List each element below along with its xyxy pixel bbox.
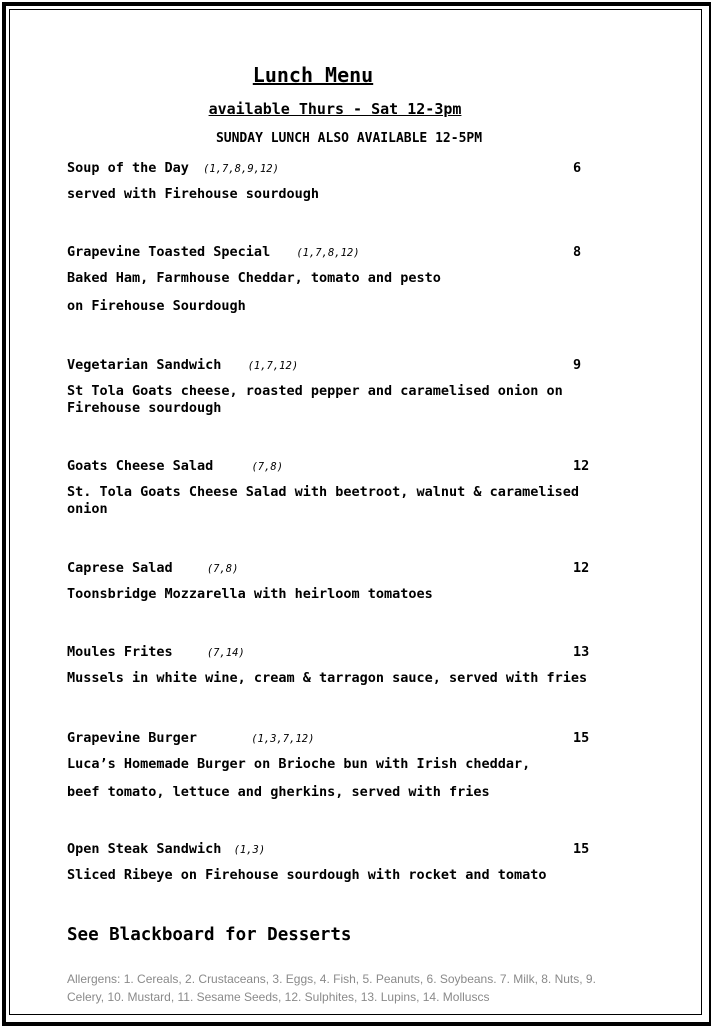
item-description: Luca’s Homemade Burger on Brioche bun with Irish cheddar,	[67, 756, 531, 772]
item-allergens: (1,7,12)	[247, 360, 299, 372]
item-description: St. Tola Goats Cheese Salad with beetroot, walnut & caramelised onion	[67, 484, 580, 517]
menu-item	[67, 355, 607, 417]
item-allergens: (7,14)	[206, 647, 245, 659]
item-price: 8	[573, 244, 582, 260]
item-name: Open Steak Sandwich	[67, 841, 222, 857]
allergen-legend: Allergens: 1. Cereals, 2. Crustaceans, 3. Eggs, 4. Fish, 5. Peanuts, 6. Soybeans. 7. Milk, 8. Nuts, 9. Celery, 10. Mustard, 11. Sesame Seeds, 12. Sulphites, 13. Lupins, 14. Molluscs	[67, 972, 596, 1004]
item-description: Toonsbridge Mozzarella with heirloom tomatoes	[67, 586, 433, 602]
menu-item	[67, 242, 597, 315]
item-name: Grapevine Toasted Special	[67, 244, 271, 260]
item-name: Vegetarian Sandwich	[67, 357, 222, 373]
item-price: 12	[573, 458, 590, 474]
menu-title: Lunch Menu	[252, 63, 374, 87]
item-name: Grapevine Burger	[67, 730, 198, 746]
item-allergens: (1,3,7,12)	[251, 733, 315, 745]
item-price: 12	[573, 560, 590, 576]
item-price: 13	[573, 644, 590, 660]
item-price: 9	[573, 357, 582, 373]
item-description: St Tola Goats cheese, roasted pepper and caramelised onion on Firehouse sourdough	[67, 383, 563, 416]
menu-item	[67, 839, 597, 884]
item-name: Goats Cheese Salad	[67, 458, 214, 474]
item-allergens: (1,7,8,12)	[296, 247, 360, 259]
item-price: 6	[573, 160, 582, 176]
item-name: Caprese Salad	[67, 560, 173, 576]
item-description: beef tomato, lettuce and gherkins, served with fries	[67, 784, 490, 800]
item-name: Moules Frites	[67, 644, 173, 660]
item-description: Baked Ham, Farmhouse Cheddar, tomato and pesto	[67, 270, 441, 286]
item-allergens: (7,8)	[206, 563, 239, 575]
item-price: 15	[573, 841, 590, 857]
item-description: on Firehouse Sourdough	[67, 298, 246, 314]
menu-item	[67, 456, 612, 518]
item-description: Mussels in white wine, cream & tarragon sauce, served with fries	[67, 670, 588, 686]
item-name: Soup of the Day	[67, 160, 189, 176]
desserts-note: See Blackboard for Desserts	[67, 925, 352, 945]
availability-text: available Thurs - Sat 12-3pm	[208, 100, 462, 118]
item-price: 15	[573, 730, 590, 746]
menu-item	[67, 728, 597, 801]
menu-item	[67, 158, 597, 203]
item-allergens: (7,8)	[251, 461, 284, 473]
item-description: Sliced Ribeye on Firehouse sourdough with rocket and tomato	[67, 867, 547, 883]
sunday-note: SUNDAY LUNCH ALSO AVAILABLE 12-5PM	[215, 131, 483, 146]
menu-item	[67, 642, 627, 687]
item-allergens: (1,3)	[233, 844, 266, 856]
item-description: served with Firehouse sourdough	[67, 186, 319, 202]
menu-item	[67, 558, 597, 603]
item-allergens: (1,7,8,9,12)	[203, 163, 279, 175]
